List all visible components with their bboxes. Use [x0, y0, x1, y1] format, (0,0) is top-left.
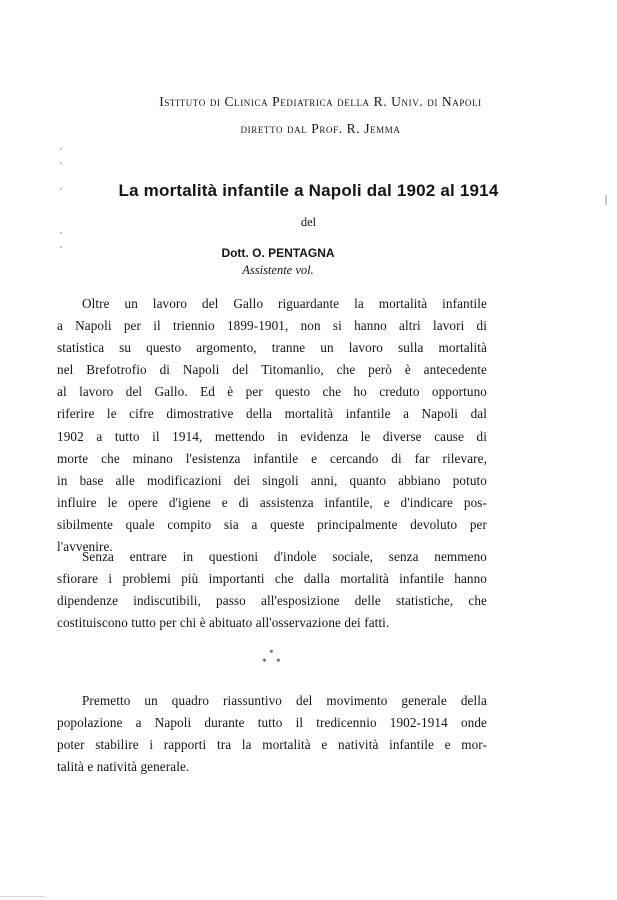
paragraph-line: sibilmente quale compito sia a queste principalmente devoluto per: [57, 516, 487, 532]
margin-speck: [60, 246, 62, 248]
paragraph-line: sfiorare i problemi più importanti che dalla mortalità infantile hanno: [57, 571, 487, 587]
paragraph-3: [57, 690, 487, 778]
paragraph-line: riferire le cifre dimostrative della mortalità infantile a Napoli dal: [57, 406, 487, 422]
paragraph-line: popolazione a Napoli durante tutto il tredicennio 1902-1914 onde: [57, 715, 487, 731]
paragraph-line: Senza entrare in questioni d'indole sociale, senza nemmeno: [82, 549, 487, 564]
paragraph-line: dipendenze indiscutibili, passo all'esposizione delle statistiche, che: [57, 593, 487, 609]
paragraph-line: statistica su questo argomento, tranne un lavoro sulla mortalità: [57, 340, 487, 356]
paragraph-line: costituiscono tutto per chi è abituato all'osservazione dei fatti.: [57, 615, 390, 631]
byline-del: del: [300, 215, 317, 229]
paragraph-2: [57, 546, 487, 634]
paragraph-line: in base alle modificazioni dei singoli anni, quanto abbiano potuto: [57, 472, 487, 488]
section-separator: [258, 648, 288, 672]
paragraph-line: nel Brefotrofio di Napoli del Titomanlio, che però è antecedente: [57, 362, 487, 378]
margin-speck: [60, 188, 62, 190]
margin-speck: [60, 148, 62, 150]
paragraph-line: al lavoro del Gallo. Ed è per questo che ho creduto opportuno: [57, 384, 487, 400]
paragraph-line: Oltre un lavoro del Gallo riguardante la mortalità infantile: [82, 296, 487, 311]
paragraph-line: l'avvenire.: [57, 539, 113, 555]
director-header: diretto dal Prof. R. Jemma: [240, 121, 401, 136]
separator-star: *: [262, 657, 267, 667]
author-role: Assistente vol.: [242, 263, 314, 277]
separator-star: *: [276, 657, 281, 667]
author-name: Dott. O. PENTAGNA: [221, 246, 335, 260]
paragraph-line: 1902 a tutto il 1914, mettendo in evidenza le diverse cause di: [57, 428, 487, 444]
paragraph-line: poter stabilire i rapporti tra la mortalità e natività infantile e mor-: [57, 737, 487, 753]
scan-edge: [0, 896, 45, 897]
paragraph-line: a Napoli per il triennio 1899-1901, non si hanno altri lavori di: [57, 318, 487, 334]
margin-speck: [60, 232, 62, 234]
page-edge-mark: [605, 195, 607, 205]
paragraph-line: morte che minano l'esistenza infantile e cercando di far rilevare,: [57, 450, 487, 466]
institute-header: Istituto di Clinica Pediatrica della R. Univ. di Napoli: [159, 94, 482, 109]
article-title: La mortalità infantile a Napoli dal 1902 al 1914: [118, 181, 499, 200]
paragraph-line: talità e natività generale.: [57, 759, 190, 775]
paragraph-line: influire le opere d'igiene e di assistenza infantile, e d'indicare pos-: [57, 494, 487, 510]
paragraph-line: Premetto un quadro riassuntivo del movimento generale della: [82, 693, 487, 708]
margin-speck: [60, 162, 62, 164]
paragraph-1: [57, 293, 487, 558]
separator-star: *: [269, 648, 274, 658]
